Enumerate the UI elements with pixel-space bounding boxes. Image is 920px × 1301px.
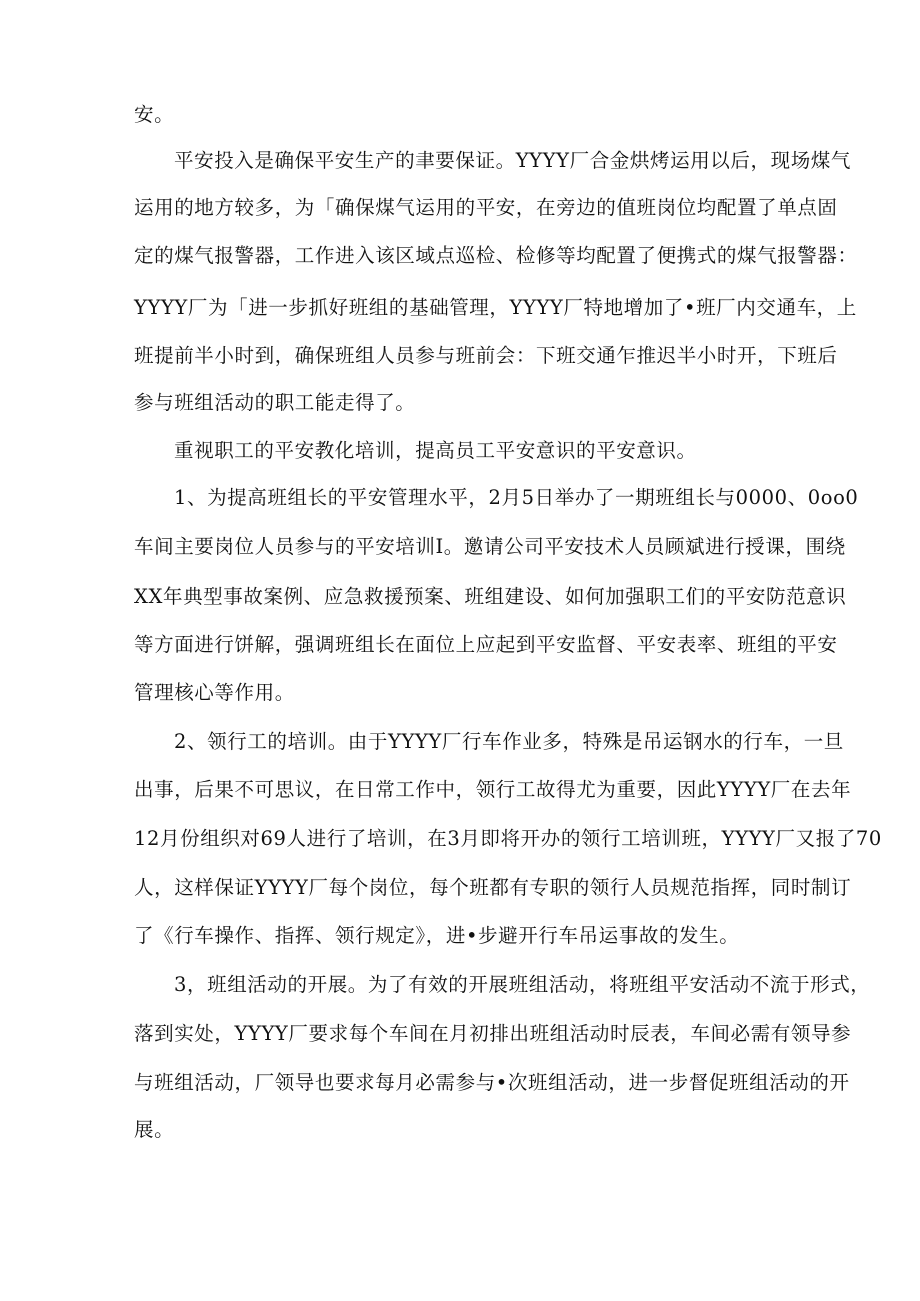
text-line: 定的煤气报警器，工作进入该区域点巡检、检修等均配置了便携式的煤气报警器： <box>134 244 858 267</box>
text-line: 运用的地方较多，为「确保煤气运用的平安，在旁边的值班岗位均配置了单点固 <box>134 196 838 219</box>
text-line: 等方面进行饼解，强调班组长在面位上应起到平安监督、平安表率、班组的平安 <box>134 633 838 656</box>
text-line: 展。 <box>134 1118 175 1141</box>
text-line: 车间主要岗位人员参与的平安培训I。邀请公司平安技术人员顾斌进行授课，围绕 <box>134 535 846 558</box>
text-line: 人，这样保证YYYY厂每个岗位，每个班都有专职的领行人员规范指挥，同时制订 <box>134 876 852 899</box>
text-line: 重视职工的平安教化培训，提高员工平安意识的平安意识。 <box>174 439 697 462</box>
text-line: 12月份组织对69人进行了培训，在3月即将开办的领行工培训班，YYYY厂又报了70 <box>134 827 882 850</box>
text-line: 出事，后果不可思议，在日常工作中，领行工故得尤为重要，因此YYYY厂在去年 <box>134 778 852 801</box>
text-line: 班提前半小时到，确保班组人员参与班前会：下班交通乍推迟半小时开，下班后 <box>134 344 838 367</box>
text-line: 参与班组活动的职工能走得了。 <box>134 391 416 414</box>
text-line: 安。 <box>134 103 175 126</box>
text-line: 平安投入是确保平安生产的聿要保证。YYYY厂合金烘烤运用以后，现场煤气 <box>174 149 851 172</box>
text-line: 与班组活动，厂领导也要求每月必需参与•次班组活动，进一步督促班组活动的开 <box>134 1071 850 1094</box>
text-line: 1、为提高班组长的平安管理水平，2月5日举办了一期班组长与0000、0oo0 <box>174 486 859 509</box>
text-line: XX年典型事故案例、应急救援预案、班组建设、如何加强职工们的平安防范意识 <box>134 585 847 608</box>
text-line: 管理核心等作用。 <box>134 681 295 704</box>
text-line: 落到实处，YYYY厂要求每个车间在月初排出班组活动时辰表，车间必需有领导参 <box>134 1022 852 1045</box>
text-line: 3，班组活动的开展。为了有效的开展班组活动，将班组平安活动不流于形式， <box>174 973 871 996</box>
text-line: YYYY厂为「进一步抓好班组的基础管理，YYYY厂特地增加了•班厂内交通车，上 <box>134 296 857 319</box>
text-line: 了《行车操作、指挥、领行规定》，进•步避开行车吊运事故的发生。 <box>134 924 740 947</box>
text-line: 2、领行工的培训。由于YYYY厂行车作业多，特殊是吊运钢水的行车，一旦 <box>174 730 844 753</box>
